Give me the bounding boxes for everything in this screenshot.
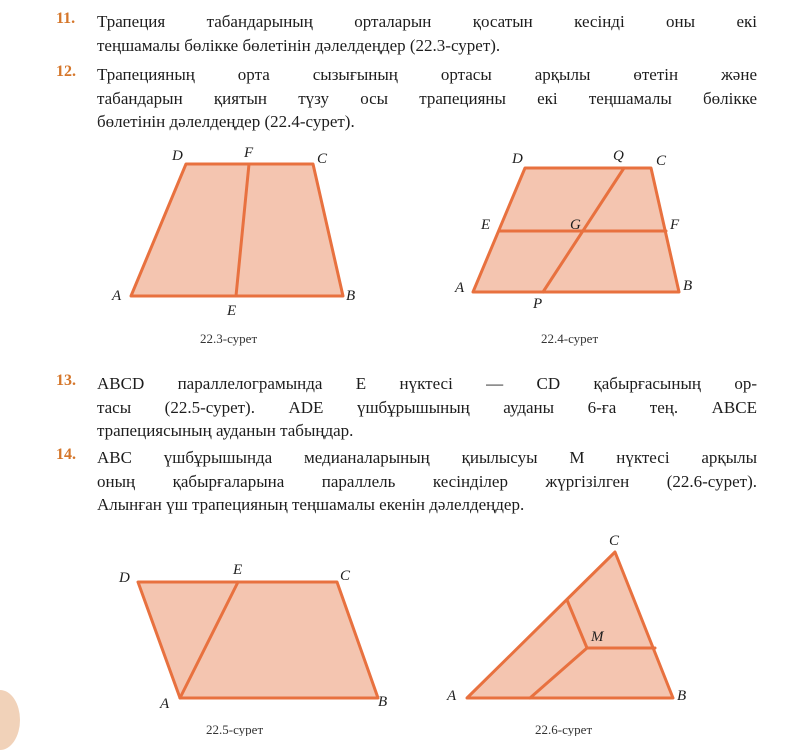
problem-text-line: Трапецияның орта сызығының ортасы арқылы өтетін және [97,65,757,84]
point-label: A [455,280,465,296]
problem-text-line: тасы (22.5-сурет). ADE үшбұрышының ауданы 6-ға тең. ABCE [97,397,757,417]
point-label: F [244,145,254,161]
parallelogram-shape [138,582,378,698]
point-label: B [677,688,687,704]
figure-caption: 22.3-сурет [200,331,258,346]
point-label: B [378,694,388,710]
point-label: E [481,217,491,233]
problem-text-line: оның қабырғаларына параллель кесінділер жүргізілген (22.6-сурет). [97,471,757,491]
point-label: M [591,629,604,645]
problem-number: 12. [56,63,76,80]
point-label: G [570,217,581,233]
problem-text-line: ABC үшбұрышында медианаларының қиылысуы M нүктесі арқылы [97,448,757,467]
point-label: P [533,296,543,312]
point-label: C [317,151,328,167]
problem-text-line: Алынған үш трапецияның теңшамалы екенін дәлелдеңдер. [97,495,525,514]
point-label: C [340,568,351,584]
problem-number: 11. [56,10,76,27]
point-label: A [112,288,122,304]
problem-13 [56,372,760,443]
point-label: C [609,533,620,549]
figure-caption: 22.4-сурет [541,331,599,346]
problem-text-line: Трапеция табандарының орталарын қосатын кесінді оны екі [97,12,757,31]
figure-caption: 22.6-сурет [535,722,593,736]
problem-text-line: бөлетінін дәлелдеңдер (22.4-сурет). [97,112,355,131]
point-label: B [683,278,693,294]
problem-text-line: теңшамалы бөлікке бөлетінін дәлелдеңдер (22.3-сурет). [97,35,501,55]
point-label: D [119,570,130,586]
point-label: F [670,217,680,233]
point-label: B [346,288,356,304]
point-label: D [172,148,183,164]
figure-caption: 22.5-сурет [206,722,264,736]
point-label: A [447,688,457,704]
figure-22-4 [454,148,692,346]
problem-text-line: ABCD параллелограмында E нүктесі — CD қабырғасының ор- [97,374,757,393]
figure-22-6 [446,533,686,736]
point-label: E [233,562,243,578]
point-label: C [656,153,667,169]
problem-number: 14. [56,446,76,463]
triangle-shape [467,552,673,698]
figure-22-5 [118,562,387,736]
point-label: Q [613,148,624,164]
problem-text-line: табандарын қиятын түзу осы трапецияны екі теңшамалы бөлікке [97,88,757,108]
figure-22-3 [111,145,355,346]
problem-number: 13. [56,372,76,389]
point-label: A [160,696,170,712]
point-label: D [512,151,523,167]
problem-text-line: трапециясының ауданын табыңдар. [97,421,354,440]
problem-14 [56,446,760,517]
point-label: E [227,303,237,319]
